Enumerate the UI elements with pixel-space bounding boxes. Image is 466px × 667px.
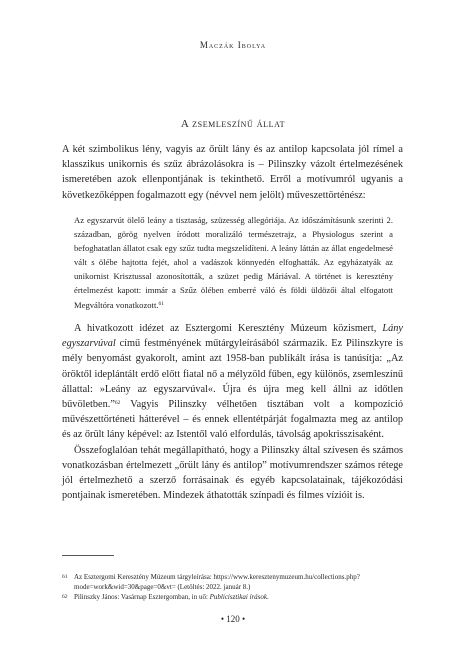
quote-text: Az egyszarvút ölelő leány a tisztaság, szüzesség allegóriája. Az időszámításunk szerinti 2. században, görög nyelven íródott moralizáló természetrajz, a Physiologus szerint a befoghatatlan állatot csak egy szűz tudta megszelídíteni. A leány láttán az állat engedelmesé vált s ölébe hajtotta fejét, ahol a vadászok könnyedén elfoghatták. Az egyházatyák az unikornist Krisztussal azonosították, a szüzet pedig Máriával. A történet is keresztény értelmezést kapott: immár a Szűz ölében emberré váló és földi üldözői által elfogatott Megváltóra vonatkozott. bbox=[74, 215, 393, 310]
footnote-text-end: . bbox=[267, 593, 269, 602]
section-title: A zsemleszínű állat bbox=[180, 118, 286, 130]
main-text-block bbox=[62, 321, 403, 503]
paragraph-2-lead: A hivatkozott idézet az Esztergomi Keresztény Múzeum közismert, bbox=[74, 323, 383, 334]
footnote-62 bbox=[62, 592, 403, 603]
footnote-text bbox=[74, 592, 399, 602]
page-number: • 120 • bbox=[220, 614, 246, 624]
footnote-ref-62: 62 bbox=[114, 400, 121, 407]
paragraph-2-tail: Vagyis Pilinszky vélhetően tisztában volt a kompozíció művészettörténeti hátterével – és ennek ellentétpárját fogalmazta meg az antilop és az őrült lány képével: az Istentől való elfordulás, távolság apokrisszisaként. bbox=[62, 399, 403, 441]
footnote-text-lead: Pilinszky János: Vasárnap Esztergomban, in uő: bbox=[74, 593, 210, 602]
footnote-number: 61 bbox=[62, 574, 68, 580]
footnote-ref-61: 61 bbox=[158, 300, 164, 307]
footnote-61 bbox=[62, 572, 403, 592]
paragraph-3: Összefoglalóan tehát megállapítható, hogy a Pilinszky által szívesen és számos vonatkozásban értelmezett „őrült lány és antilop” motívumrendszer számos rétege jól értelmezhető a szerző forrásainak és egyéb kapcsolatainak, tájékozódási pontjainak ismeretében. Mindezek áthatották színpadi és filmes vízióit is. bbox=[62, 444, 403, 502]
footnote-divider bbox=[62, 555, 114, 556]
intro-paragraph: A két szimbolikus lény, vagyis az őrült lány és az antilop kapcsolata jól rímel a klasszikus unikornis és szűz ábrázolásokra is – Pilinszky vázolt értelmezésének ismeretében azok ellenpontjának is tekinthető. Erről a motívumról ugyanis a következőképpen fogalmazott egy (névvel nem jelölt) műveszettörténész: bbox=[62, 144, 403, 201]
footnote-number: 62 bbox=[62, 594, 68, 601]
running-head: Maczák Ibolya bbox=[199, 40, 267, 50]
block-quote bbox=[74, 213, 393, 312]
intro-block bbox=[62, 142, 403, 203]
paragraph-2 bbox=[62, 321, 403, 443]
footnotes bbox=[62, 572, 403, 604]
footnote-text: Az Esztergomi Keresztény Múzeum tárgyleírása: https://www.keresztenymuzeum.hu/collections.php?mode=work&wid=30&page=0&vt= (Letöltés: 2022. január 8.) bbox=[74, 573, 360, 592]
footnote-book-title: Publicisztikai írások bbox=[209, 593, 268, 602]
artwork-title: Lány egyszarvúval bbox=[62, 323, 403, 350]
paragraph-2-body: című festményének műtárgyleírásából származik. Ez Pilinszkyre is mély benyomást gyakorolt, amint azt 1958-ban publikált írása is tanúsítja: „Az öröktől ideplántált erdő előtt fiatal nő a mélyzöld fűben, egy különös, zsemleszínű állattal: »Leány az egyszarvúval«. Újra és újra meg kell állni az időtlen bűvöletben.” bbox=[62, 338, 403, 411]
